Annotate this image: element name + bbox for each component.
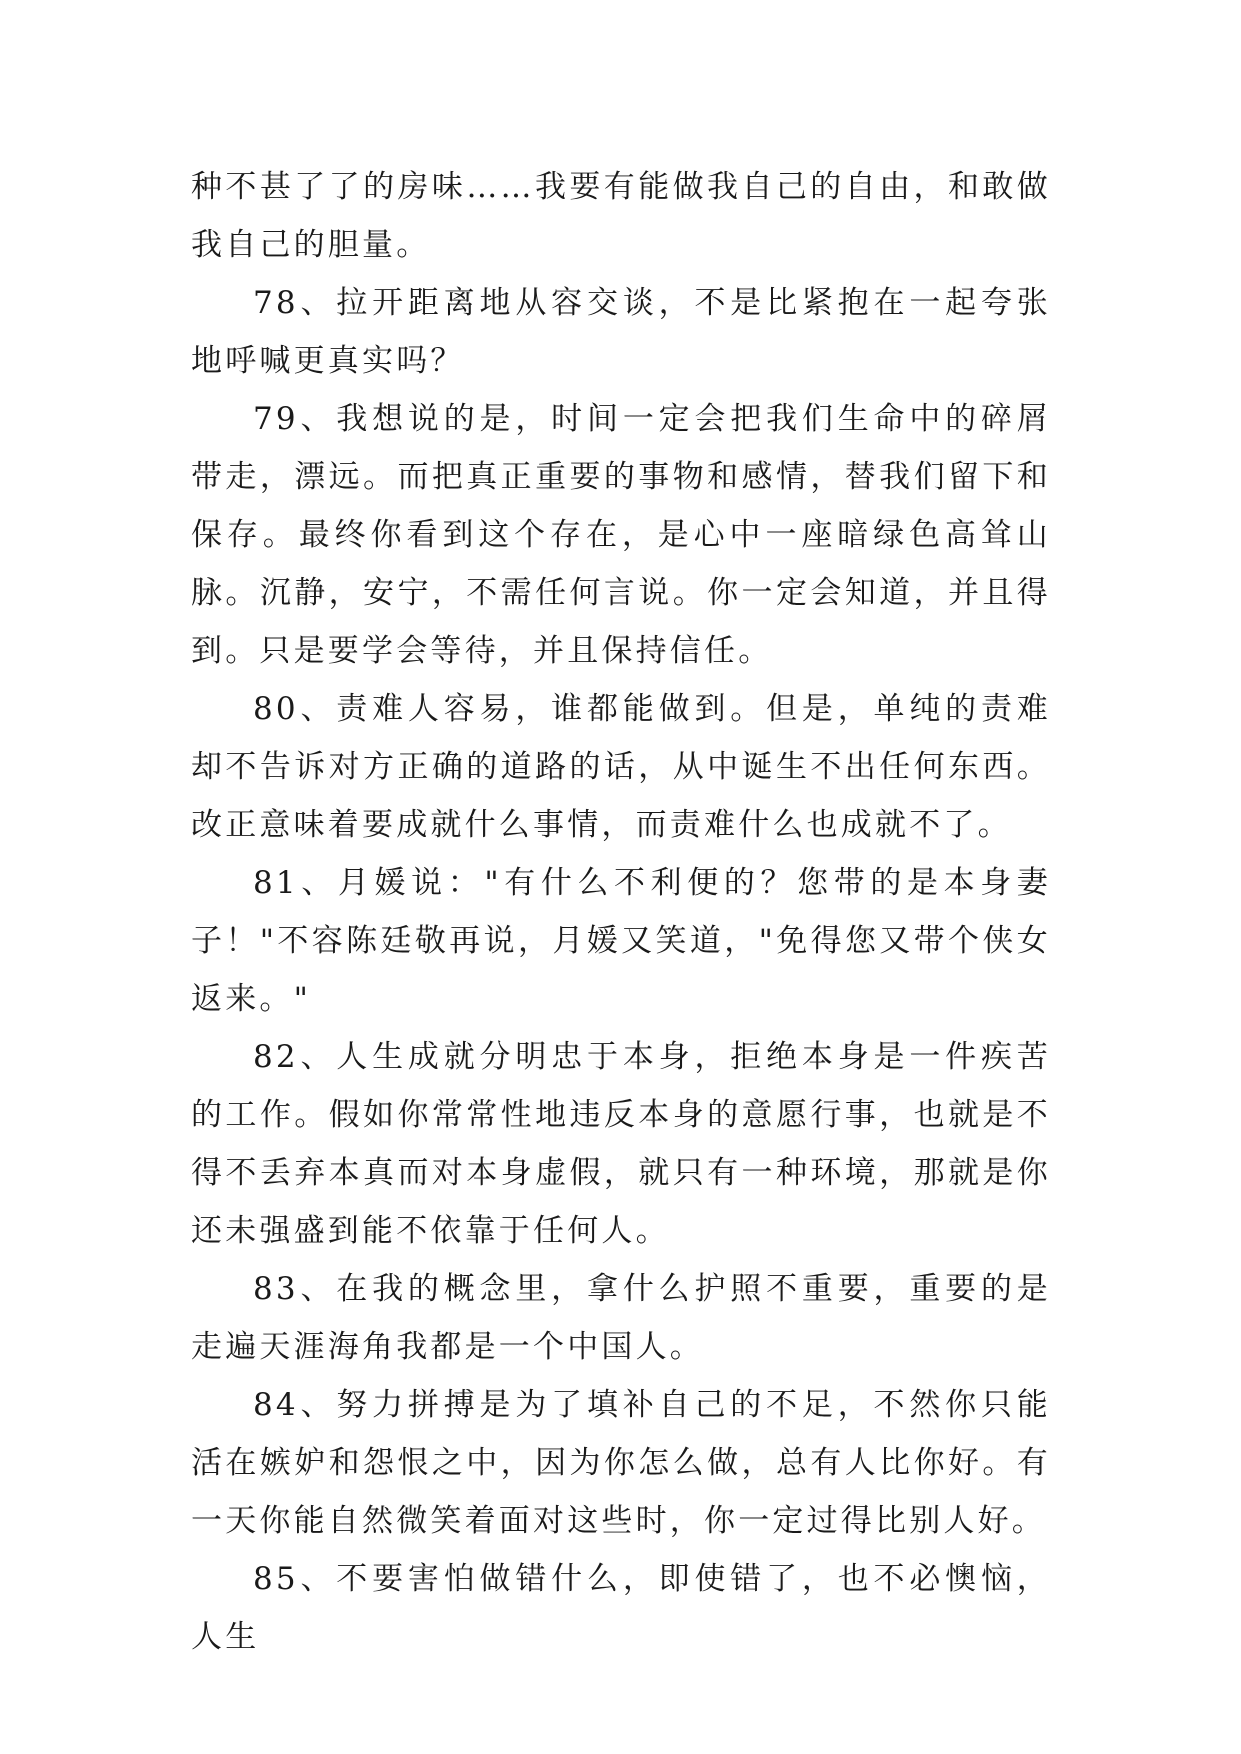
paragraph-79: 79、我想说的是，时间一定会把我们生命中的碎屑带走，漂远。而把真正重要的事物和感情，替我们留下和保存。最终你看到这个存在，是心中一座暗绿色高耸山脉。沉静，安宁，不需任何言说。你一定会知道，并且得到。只是要学会等待，并且保持信任。 <box>191 401 1051 669</box>
paragraph-81: 81、月媛说："有什么不利便的？您带的是本身妻子！"不容陈廷敬再说，月媛又笑道，"免得您又带个侠女返来。" <box>191 865 1051 1017</box>
paragraph-85: 85、不要害怕做错什么，即使错了，也不必懊恼，人生 <box>191 1561 1051 1655</box>
paragraph-80: 80、责难人容易，谁都能做到。但是，单纯的责难却不告诉对方正确的道路的话，从中诞生不出任何东西。改正意味着要成就什么事情，而责难什么也成就不了。 <box>191 691 1051 843</box>
document-body <box>191 158 1051 1666</box>
paragraph-83: 83、在我的概念里，拿什么护照不重要，重要的是走遍天涯海角我都是一个中国人。 <box>191 1271 1051 1365</box>
paragraph-84: 84、努力拼搏是为了填补自己的不足，不然你只能活在嫉妒和怨恨之中，因为你怎么做，总有人比你好。有一天你能自然微笑着面对这些时，你一定过得比别人好。 <box>191 1387 1051 1539</box>
paragraph-78: 78、拉开距离地从容交谈，不是比紧抱在一起夸张地呼喊更真实吗？ <box>191 285 1051 379</box>
paragraph-82: 82、人生成就分明忠于本身，拒绝本身是一件疾苦的工作。假如你常常性地违反本身的意愿行事，也就是不得不丢弃本真而对本身虚假，就只有一种环境，那就是你还未强盛到能不依靠于任何人。 <box>191 1039 1051 1249</box>
paragraph-continued: 种不甚了了的房味……我要有能做我自己的自由，和敢做我自己的胆量。 <box>191 169 1051 263</box>
